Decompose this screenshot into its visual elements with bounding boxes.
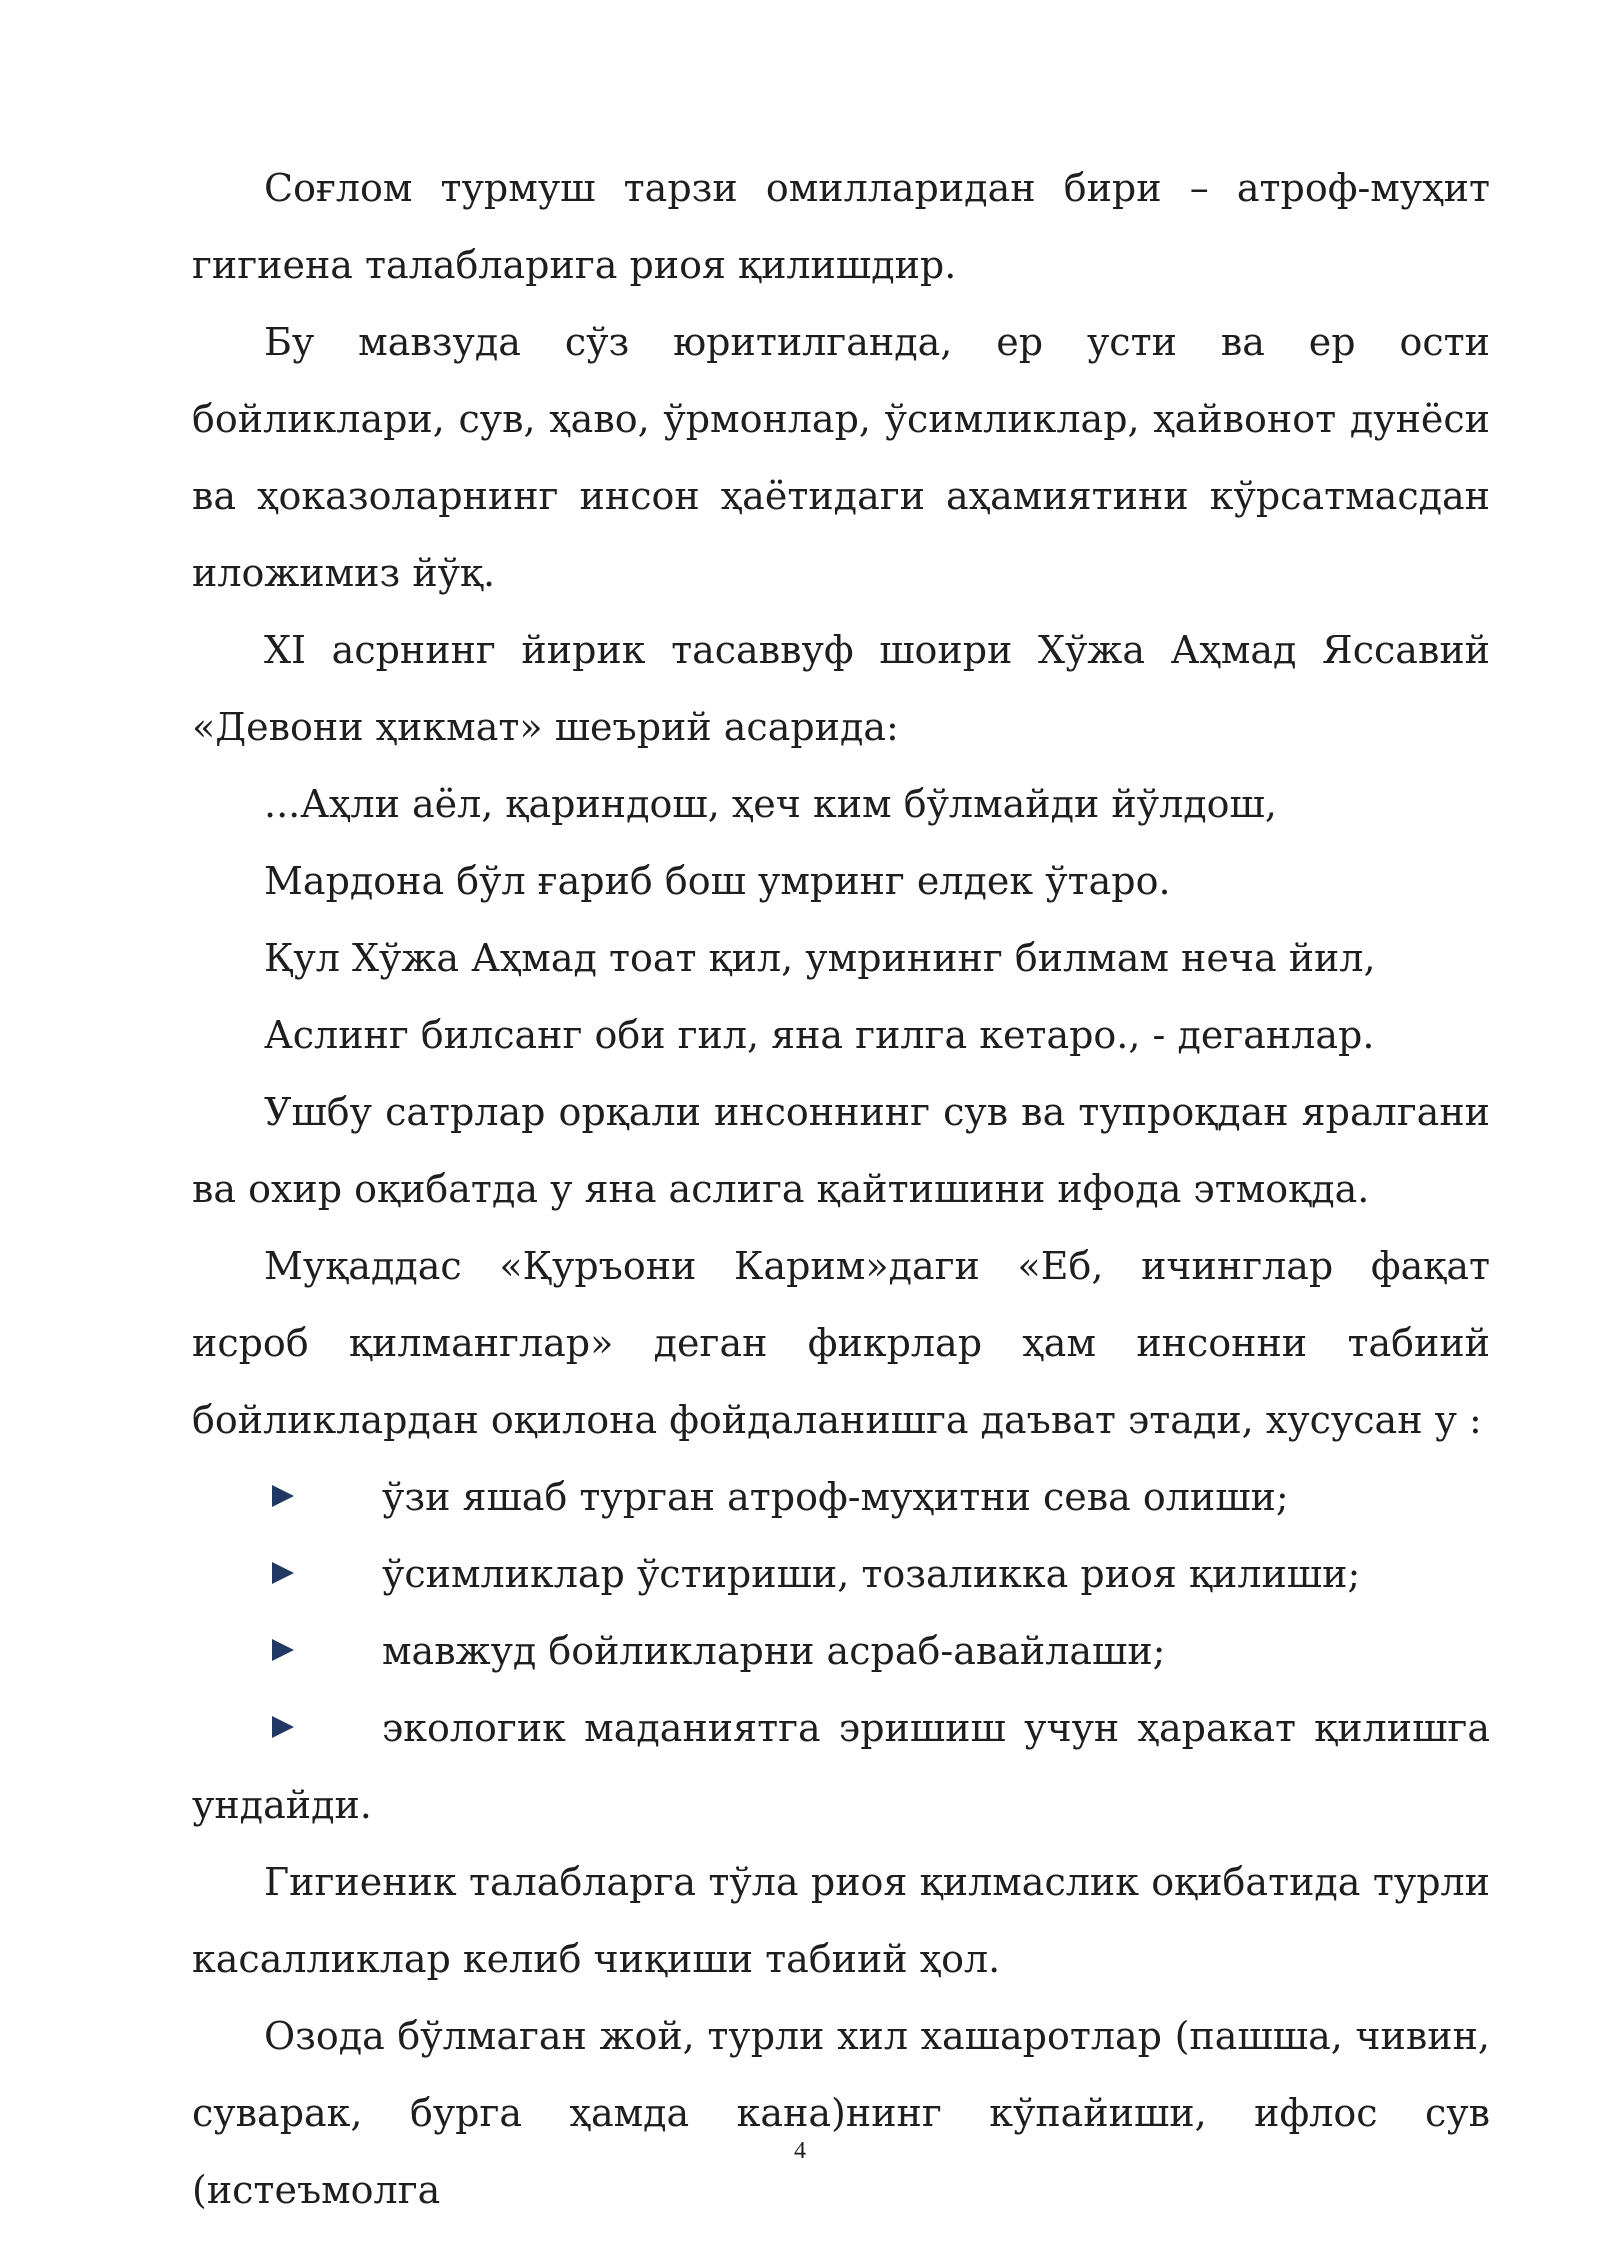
list-item — [192, 1690, 1490, 1844]
paragraph-quran-reference: Муқаддас «Қуръони Карим»даги «Еб, ичинглар фақат исроб қилманглар» деган фикрлар ҳам инсонни табиий бойликлардан оқилона фойдаланишга даъват этади, хусусан у : — [192, 1244, 1490, 1442]
list-item — [192, 1536, 1490, 1613]
paragraph-hygiene-requirements: Гигиеник талабларга тўла риоя қилмаслик оқибатида турли касалликлар келиб чиқиши табиий ҳол. — [192, 1860, 1490, 1981]
list-item — [192, 1613, 1490, 1690]
paragraph-verse-meaning: Ушбу сатрлар орқали инсоннинг сув ва тупроқдан яралгани ва охир оқибатда у яна аслига қайтишини ифода этмоқда. — [192, 1090, 1490, 1211]
list-item-text: мавжуд бойликларни асраб-авайлаши; — [382, 1629, 1166, 1673]
verse-line: ...Аҳли аёл, қариндош, ҳеч ким бўлмайди йўлдош, — [264, 782, 1277, 826]
list-item-text: ўзи яшаб турган атроф-муҳитни сева олиши; — [382, 1475, 1289, 1519]
page-number: 4 — [794, 2138, 806, 2164]
verse-line: Мардона бўл ғариб бош умринг елдек ўтаро. — [264, 859, 1171, 903]
paragraph-natural-resources: Бу мавзуда сўз юритилганда, ер усти ва ер ости бойликлари, сув, ҳаво, ўрмонлар, ўсимликлар, ҳайвонот дунёси ва ҳоказоларнинг инсон ҳаётидаги аҳамиятини кўрсатмасдан иложимиз йўқ. — [192, 320, 1490, 595]
list-item-text: ўсимликлар ўстириши, тозаликка риоя қилиши; — [382, 1552, 1361, 1596]
triangle-right-icon — [272, 1562, 294, 1584]
triangle-right-icon — [272, 1639, 294, 1661]
poem-verse — [192, 766, 1490, 1074]
list-item-text: экологик маданиятга эришиш учун ҳаракат қилишга ундайди. — [192, 1706, 1490, 1827]
paragraph-yassaviy-intro: XI асрнинг йирик тасаввуф шоири Хўжа Аҳмад Яссавий «Девони ҳикмат» шеърий асарида: — [192, 628, 1490, 749]
bullet-list — [192, 1459, 1490, 1844]
triangle-right-icon — [272, 1716, 294, 1738]
list-item — [192, 1459, 1490, 1536]
verse-line: Аслинг билсанг оби гил, яна гилга кетаро., - деганлар. — [264, 1013, 1375, 1057]
document-page — [192, 150, 1490, 2229]
triangle-right-icon — [272, 1485, 294, 1507]
paragraph-unclean-places: Озода бўлмаган жой, турли хил хашаротлар (пашша, чивин, суварак, бурга ҳамда кана)нинг кўпайиши, ифлос сув (истеъмолга — [192, 2014, 1490, 2212]
verse-line: Қул Хўжа Аҳмад тоат қил, умрининг билмам неча йил, — [264, 936, 1376, 980]
paragraph-healthy-lifestyle: Соғлом турмуш тарзи омилларидан бири – атроф-муҳит гигиена талабларига риоя қилишдир. — [192, 166, 1490, 287]
